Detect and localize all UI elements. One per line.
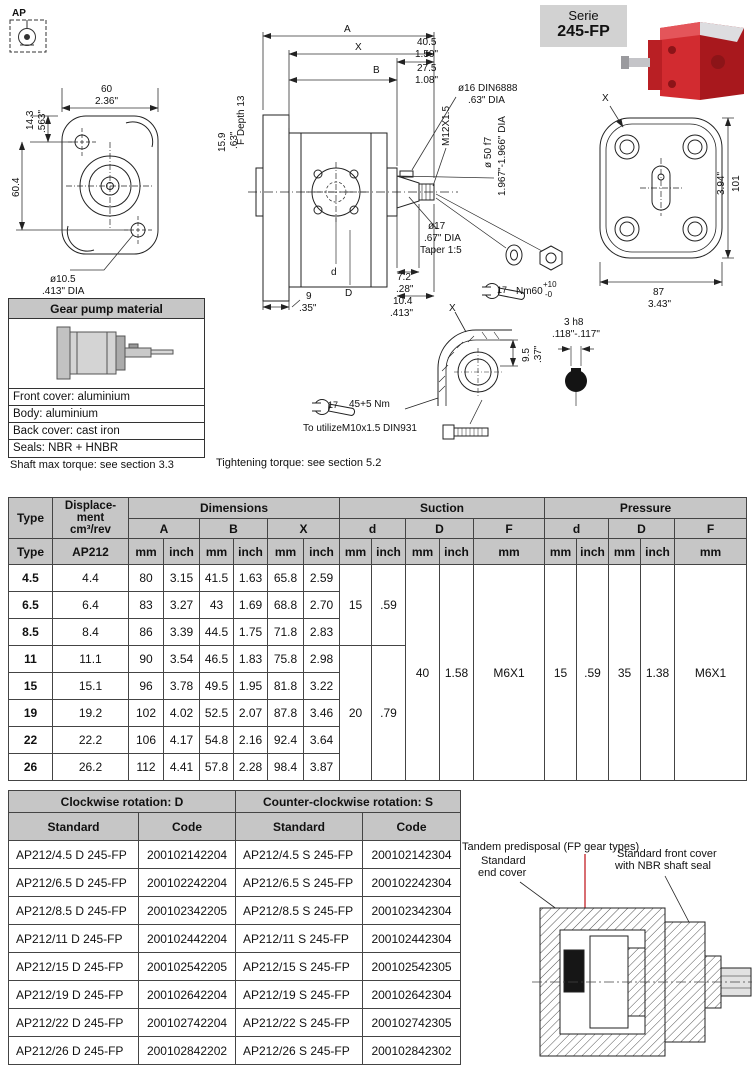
material-seals: Seals: NBR + HNBR (13, 442, 119, 454)
dim-D: D (345, 288, 353, 299)
washer-nut (436, 194, 562, 270)
pump-photo (621, 22, 744, 100)
dim-10-4: 10.4 (393, 296, 413, 307)
dim-X: X (355, 42, 362, 53)
dim-14-3: 14.3 (25, 110, 36, 130)
code-header: Code (363, 813, 461, 841)
table-row: 22 22.2 106 4.17 54.8 2.16 92.4 3.64 (9, 727, 747, 754)
dim-40-5-inch: 1.59" (415, 49, 439, 60)
nut-torque: Nm60 (516, 286, 543, 297)
dim-14-3-inch: .563" (37, 109, 48, 133)
col-A: A (129, 519, 200, 539)
nut-torque-sub: -0 (545, 290, 553, 299)
detail-x-dims (500, 340, 518, 366)
dim-60-4: 60.4 (11, 177, 22, 197)
shaft-end-section (558, 346, 594, 406)
serie-number: 245-FP (557, 23, 610, 40)
standard-header: Standard (9, 813, 139, 841)
dim-9: 9 (306, 291, 312, 302)
material-box-figure (9, 319, 204, 389)
bolt-note: To utilizeM10x1.5 DIN931 (303, 423, 417, 434)
bolt-drawing (405, 398, 488, 439)
table-row: 11 11.1 90 3.54 46.5 1.83 75.8 2.98 20 .79 (9, 646, 747, 673)
front-view (62, 116, 158, 254)
key-spec: ø16 DIN6888 (458, 83, 518, 94)
table-row: AP212/22 D 245-FP 200102742204 AP212/22 S 245-FP 200102742305 (9, 1009, 461, 1037)
dim-9-5: 9.5 (521, 348, 532, 362)
dim-27-5: 27.5 (417, 63, 437, 74)
table-row: AP212/4.5 D 245-FP 200102142204 AP212/4.5 S 245-FP 200102142304 (9, 841, 461, 869)
dim-9-inch: .35" (299, 303, 317, 314)
table-row: AP212/8.5 D 245-FP 200102342205 AP212/8.5 S 245-FP 200102342304 (9, 897, 461, 925)
shaft-torque-note: Shaft max torque: see section 3.3 (10, 459, 174, 471)
ap212-header: AP212 (53, 539, 129, 565)
detail-x-label: X (449, 303, 456, 314)
dim-A: A (344, 24, 351, 35)
dim-9-5-inch: .37" (533, 345, 544, 363)
material-front-cover: Front cover: aluminium (9, 389, 204, 406)
table-row: 15 15.1 96 3.78 49.5 1.95 81.8 3.22 (9, 673, 747, 700)
ap-symbol (10, 20, 46, 52)
table-row: AP212/15 D 245-FP 200102542205 AP212/15 S 245-FP 200102542305 (9, 953, 461, 981)
table-row: AP212/19 D 245-FP 200102642204 AP212/19 S 245-FP 200102642304 (9, 981, 461, 1009)
material-box-title: Gear pump material (9, 299, 204, 319)
code-header: Code (139, 813, 236, 841)
dim-87: 87 (653, 287, 665, 298)
col-pressure-D: D (609, 519, 675, 539)
ap-label: AP (12, 8, 26, 19)
dim-d: d (331, 267, 337, 278)
dim-15-9: 15.9 (217, 132, 228, 152)
dim-15-9-inch: .63" (229, 131, 240, 149)
pilot-dia: ø 50 f7 (483, 136, 494, 168)
material-body: Body: aluminium (9, 406, 204, 423)
dim-87-inch: 3.43" (648, 299, 672, 310)
col-suction-D: D (406, 519, 474, 539)
displacement-header: Displace- ment cm³/rev (53, 498, 129, 539)
dim-hole-inch: .413" DIA (42, 286, 85, 297)
dim-101-inch: 3.94" (716, 171, 727, 195)
dim-7-2-inch: .28" (396, 284, 414, 295)
tandem-label: Tandem predisposal (FP gear types) (462, 841, 640, 853)
wrench-size: 17 (497, 285, 508, 295)
taper-note: Taper 1:5 (420, 245, 462, 256)
dimensions-table: Type Displace- ment cm³/rev Dimensions Suction Pressure A B X d D F d D F Type AP212 mm inch mm inch mm inch mm inch mm inch mm mm inch mm inch mm 4.5 4.4 80 3.15 41.5 1.63 65.8 2.59 15 .59 40 1.58 M6X1 15 .59 35 1.38 M6X1 6.5 6.4 83 3.27 43 1.69 68.8 2.70 8.5 8.4 86 3.39 44.5 1.75 71.8 2.83 11 11.1 90 3.54 46.5 1.83 75.8 2.98 20 .79 15 15.1 96 3.78 49.5 1.95 81.8 3.22 19 19.2 102 4.02 52.5 2.07 87.8 3.46 22 22.2 106 4.17 54.8 2.16 92.4 3.64 26 26.2 112 4.41 57.8 2.28 98.4 3.87 (8, 497, 747, 781)
suction-header: Suction (340, 498, 545, 519)
col-X: X (268, 519, 340, 539)
material-back-cover: Back cover: cast iron (9, 423, 204, 440)
col-suction-d: d (340, 519, 406, 539)
side-view (248, 115, 458, 301)
table-row: 19 19.2 102 4.02 52.5 2.07 87.8 3.46 (9, 700, 747, 727)
back-view (600, 118, 722, 258)
taper-dia-inch: .67" DIA (424, 233, 461, 244)
order-codes-table (8, 790, 461, 1065)
nut-torque-sup: +10 (543, 280, 557, 289)
dim-10-4-inch: .413" (390, 308, 414, 319)
thread-spec: M12X1.5 (441, 105, 452, 146)
dimensions-header: Dimensions (129, 498, 340, 519)
detail-x (438, 312, 512, 406)
f-depth: F Depth 13 (236, 95, 247, 145)
cw-header: Clockwise rotation: D (9, 791, 236, 813)
shaft-seal (564, 950, 584, 992)
dim-101: 101 (731, 175, 742, 192)
nut-torque-2: 45+5 Nm (349, 399, 390, 410)
ccw-header: Counter-clockwise rotation: S (236, 791, 461, 813)
table-row: 8.5 8.4 86 3.39 44.5 1.75 71.8 2.83 (9, 619, 747, 646)
end-cover-label-1: Standard (481, 855, 526, 867)
serie-badge (540, 5, 627, 47)
key-spec-inch: .63" DIA (468, 95, 505, 106)
dim-40-5: 40.5 (417, 37, 437, 48)
back-view-dims (600, 106, 734, 286)
col-pressure-F: F (675, 519, 747, 539)
front-cover-label-1: Standard front cover (617, 848, 717, 860)
standard-header: Standard (236, 813, 363, 841)
col-B: B (200, 519, 268, 539)
table-row: 6.5 6.4 83 3.27 43 1.69 68.8 2.70 (9, 592, 747, 619)
dim-7-2: 7.2 (397, 272, 411, 283)
col-suction-F: F (474, 519, 545, 539)
pressure-header: Pressure (545, 498, 747, 519)
serie-label: Serie (568, 8, 599, 23)
dim-B: B (373, 65, 380, 76)
end-cover-label-2: end cover (478, 867, 527, 879)
front-cover-label-2: with NBR shaft seal (615, 860, 711, 872)
dim-27-5-inch: 1.08" (415, 75, 439, 86)
table-row: AP212/11 D 245-FP 200102442204 AP212/11 S 245-FP 200102442304 (9, 925, 461, 953)
pump-silhouette (9, 319, 204, 388)
table-row: 26 26.2 112 4.41 57.8 2.28 98.4 3.87 (9, 754, 747, 781)
type-header: Type (9, 498, 53, 539)
table-row: AP212/6.5 D 245-FP 200102242204 AP212/6.5 S 245-FP 200102242304 (9, 869, 461, 897)
pilot-dia-inch: 1.967"-1.966" DIA (497, 116, 508, 196)
dim-60: 60 (101, 84, 113, 95)
key-width: 3 h8 (564, 317, 584, 328)
dim-60-inch: 2.36" (95, 96, 119, 107)
table-row: AP212/26 D 245-FP 200102842202 AP212/26 S 245-FP 200102842302 (9, 1037, 461, 1065)
tightening-note: Tightening torque: see section 5.2 (216, 457, 382, 469)
col-pressure-d: d (545, 519, 609, 539)
key-width-inch: .118"-.117" (552, 329, 600, 340)
taper-dia: ø17 (428, 221, 446, 232)
dim-hole: ø10.5 (50, 274, 76, 285)
type-header-2: Type (9, 539, 53, 565)
wrench-size-2: 17 (328, 400, 339, 410)
back-x-label: X (602, 93, 609, 104)
material-box (8, 298, 205, 458)
table-row: 4.5 4.4 80 3.15 41.5 1.63 65.8 2.59 15 .59 40 1.58 M6X1 15 .59 35 1.38 M6X1 (9, 565, 747, 592)
